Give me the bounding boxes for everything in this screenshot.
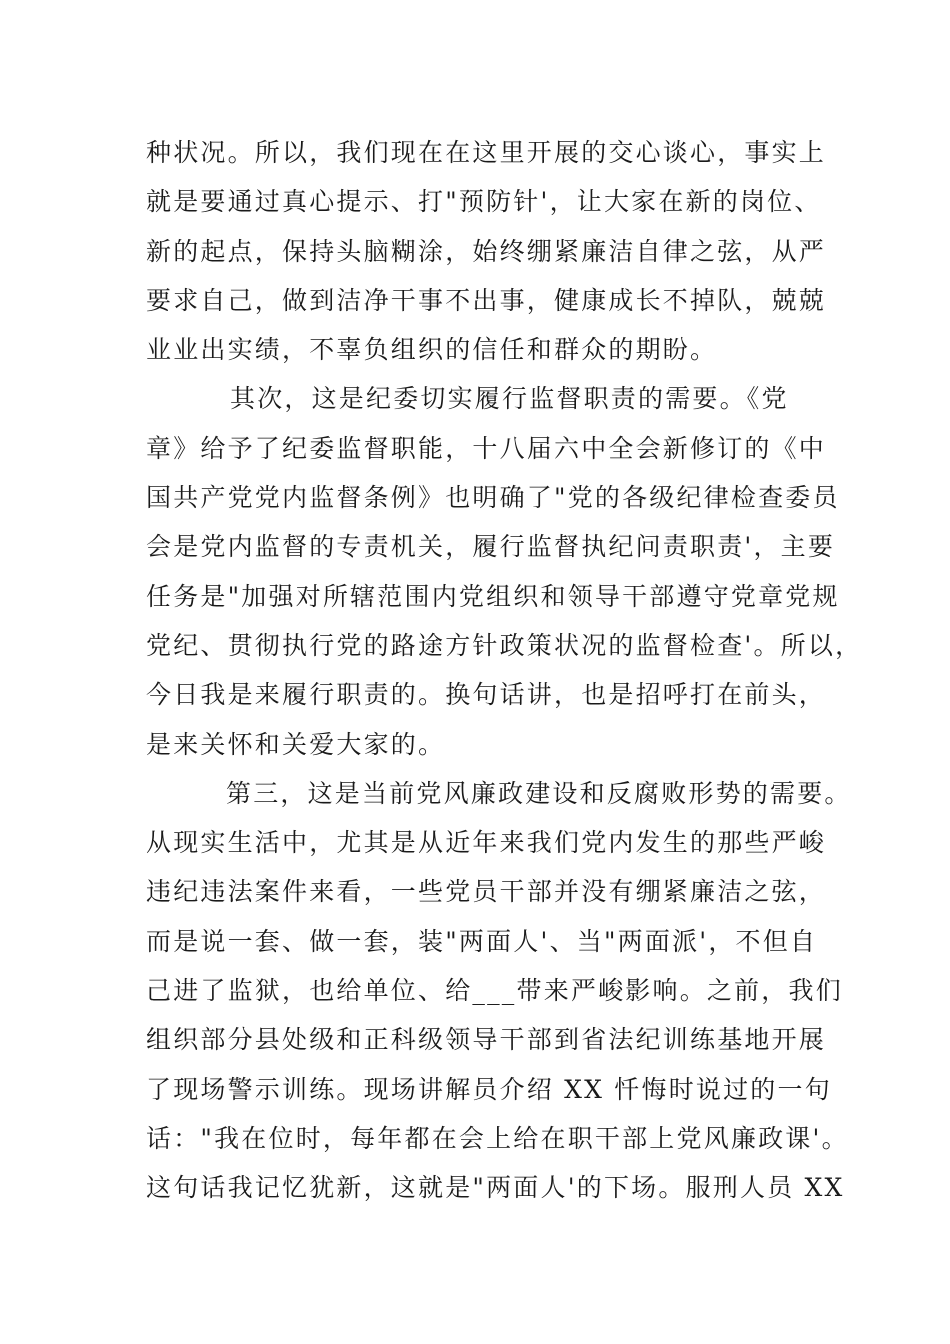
paragraph-first-line: 其次，这是纪委切实履行监督职责的需要。《党 <box>230 384 789 414</box>
text-line: 己进了监狱，也给单位、给___带来严峻影响。之前，我们 <box>146 976 843 1006</box>
text-line: 从现实生活中，尤其是从近年来我们党内发生的那些严峻 <box>146 828 827 858</box>
text-line: 这句话我记忆犹新，这就是"两面人'的下场。服刑人员 XX <box>146 1173 845 1203</box>
text-line: 会是党内监督的专责机关，履行监督执纪问责职责'，主要 <box>146 532 836 562</box>
text-line: 新的起点，保持头脑糊涂，始终绷紧廉洁自律之弦，从严 <box>146 236 827 266</box>
text-line: 要求自己，做到洁净干事不出事，健康成长不掉队，兢兢 <box>146 285 827 315</box>
text-line: 任务是"加强对所辖范围内党组织和领导干部遵守党章党规 <box>146 581 840 611</box>
text-line: 违纪违法案件来看，一些党员干部并没有绷紧廉洁之弦， <box>146 877 827 907</box>
document-body <box>146 128 863 1213</box>
text-line: 组织部分县处级和正科级领导干部到省法纪训练基地开展 <box>146 1025 827 1055</box>
text-line: 今日我是来履行职责的。换句话讲，也是招呼打在前头， <box>146 680 827 710</box>
text-line: 业业出实绩，不辜负组织的信任和群众的期盼。 <box>146 335 718 365</box>
text-line: 党纪、贯彻执行党的路途方针政策状况的监督检查'。所以， <box>146 630 863 660</box>
text-line: 章》给予了纪委监督职能，十八届六中全会新修订的《中 <box>146 433 827 463</box>
text-line: 种状况。所以，我们现在在这里开展的交心谈心，事实上 <box>146 138 827 167</box>
text-line: 了现场警示训练。现场讲解员介绍 XX 忏悔时说过的一句 <box>146 1074 832 1104</box>
text-line: 而是说一套、做一套，装"两面人'、当"两面派'，不但自 <box>146 926 818 956</box>
text-line: 就是要通过真心提示、打"预防针'，让大家在新的岗位、 <box>146 187 822 217</box>
text-line: 国共产党党内监督条例》也明确了"党的各级纪律检查委员 <box>146 483 840 513</box>
text-line: 话："我在位时，每年都在会上给在职干部上党风廉政课'。 <box>146 1123 849 1153</box>
paragraph-first-line: 第三，这是当前党风廉政建设和反腐败形势的需要。 <box>226 778 852 808</box>
text-line: 是来关怀和关爱大家的。 <box>146 729 446 759</box>
